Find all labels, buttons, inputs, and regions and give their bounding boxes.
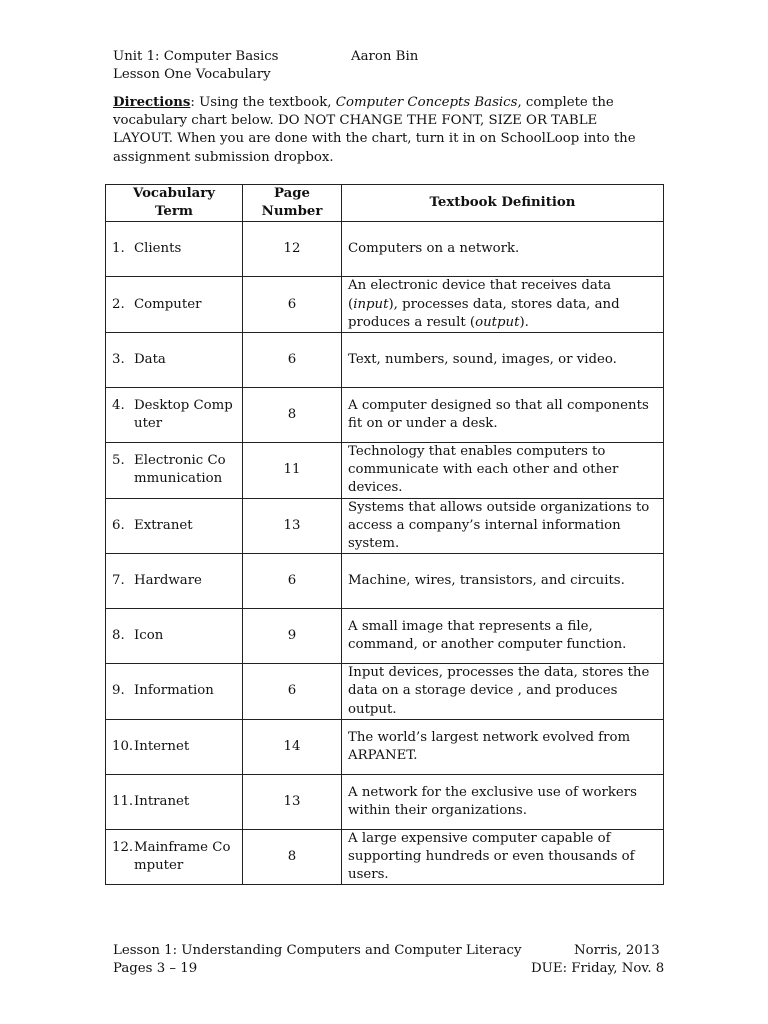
term-cell — [106, 664, 243, 720]
term-name: Clients — [134, 241, 182, 257]
definition-text: ). — [519, 314, 529, 330]
page-number-cell: 6 — [243, 277, 342, 333]
term-number: 11. — [112, 793, 134, 809]
term-cell — [106, 554, 243, 609]
vocabulary-table — [105, 184, 664, 885]
definition-text: A large expensive computer capable of supporting hundreds or even thousands of users. — [348, 830, 635, 883]
term-name: Electronic Communication — [134, 453, 226, 487]
book-title: Computer Concepts Basics — [335, 95, 518, 110]
header-textbook-definition: Textbook Definition — [342, 185, 664, 222]
definition-text: Machine, wires, transistors, and circuits. — [348, 573, 625, 589]
term-name: Internet — [134, 738, 190, 754]
header-vocabulary-term: Vocabulary Term — [106, 185, 243, 222]
term-cell — [106, 443, 243, 499]
page-number-cell: 6 — [243, 664, 342, 720]
definition-text: A small image that represents a file, command, or another computer function. — [348, 619, 627, 653]
page-number-cell: 6 — [243, 554, 342, 609]
definition-emphasis: input — [353, 296, 389, 312]
definition-cell — [342, 388, 664, 443]
term-cell — [106, 719, 243, 774]
definition-emphasis: output — [475, 314, 520, 330]
table-row — [106, 222, 664, 277]
definition-text: A computer designed so that all components fit on or under a desk. — [348, 397, 649, 432]
term-number: 3. — [112, 351, 125, 367]
table-row — [106, 609, 664, 664]
page-number-cell: 6 — [243, 333, 342, 388]
term-name: Information — [134, 683, 214, 699]
definition-cell — [342, 719, 664, 774]
term-cell — [106, 609, 243, 664]
definition-text: Input devices, processes the data, stores the data on a storage device , and produces output. — [348, 665, 650, 717]
table-row — [106, 498, 664, 554]
footer-due: DUE: Friday, Nov. 8 — [531, 961, 665, 976]
table-row — [106, 554, 664, 609]
term-name: Desktop Computer — [134, 397, 233, 432]
term-name: Data — [134, 351, 166, 367]
term-number: 12. — [112, 839, 134, 855]
term-number: 1. — [112, 241, 125, 257]
term-number: 10. — [112, 738, 134, 754]
definition-cell — [342, 498, 664, 554]
term-number: 7. — [112, 573, 125, 589]
definition-cell — [342, 774, 664, 829]
definition-cell — [342, 443, 664, 499]
term-number: 5. — [112, 453, 125, 469]
table-row — [106, 664, 664, 720]
directions-label: Directions — [113, 95, 191, 110]
table-row — [106, 388, 664, 443]
term-cell — [106, 388, 243, 443]
term-cell — [106, 277, 243, 333]
definition-cell — [342, 222, 664, 277]
term-name: Intranet — [134, 793, 190, 809]
page-number-cell: 9 — [243, 609, 342, 664]
page-number-cell: 8 — [243, 829, 342, 885]
term-cell — [106, 333, 243, 388]
definition-cell — [342, 664, 664, 720]
page-number-cell: 13 — [243, 498, 342, 554]
table-row — [106, 774, 664, 829]
definition-text: Systems that allows outside organizations to access a company’s internal information system. — [348, 499, 650, 552]
page-number-cell: 12 — [243, 222, 342, 277]
definition-cell — [342, 554, 664, 609]
term-cell — [106, 498, 243, 554]
table-header-row — [106, 185, 664, 222]
definition-text: Technology that enables computers to communicate with each other and other devices. — [348, 444, 619, 496]
table-row — [106, 277, 664, 333]
table-row — [106, 719, 664, 774]
term-cell — [106, 774, 243, 829]
page-number-cell: 8 — [243, 388, 342, 443]
definition-text: Computers on a network. — [348, 241, 520, 257]
footer-author: Norris, 2013 — [574, 943, 660, 958]
page-number-cell: 11 — [243, 443, 342, 499]
footer-pages: Pages 3 – 19 — [113, 961, 198, 976]
definition-text: A network for the exclusive use of workers within their organizations. — [348, 784, 637, 818]
term-name: Mainframe Computer — [134, 839, 231, 874]
page-number-cell: 13 — [243, 774, 342, 829]
term-name: Hardware — [134, 573, 202, 589]
directions-text-before: : Using the textbook, — [190, 95, 336, 110]
table-row — [106, 829, 664, 885]
term-name: Extranet — [134, 517, 193, 533]
term-number: 9. — [112, 683, 125, 699]
term-number: 4. — [112, 397, 125, 413]
unit-title: Unit 1: Computer Basics — [113, 49, 279, 64]
definition-cell — [342, 333, 664, 388]
term-cell — [106, 829, 243, 885]
lesson-title: Lesson One Vocabulary — [113, 67, 271, 82]
definition-cell — [342, 829, 664, 885]
directions-text-after: , complete the vocabulary chart below. DO NOT CHANGE THE FONT, SIZE OR TABLE LAYOUT. When you are done with the chart, turn it in on SchoolLoop into the assignment submission dropbox. — [113, 95, 636, 165]
definition-text: ), processes data, stores data, and produces a result ( — [348, 296, 620, 330]
directions-paragraph — [113, 94, 658, 167]
page-number-cell: 14 — [243, 719, 342, 774]
term-number: 2. — [112, 296, 125, 312]
table-row — [106, 443, 664, 499]
student-name: Aaron Bin — [351, 49, 419, 64]
term-number: 6. — [112, 517, 125, 533]
header-page-number: Page Number — [243, 185, 342, 222]
term-name: Computer — [134, 296, 202, 312]
term-name: Icon — [134, 628, 164, 644]
definition-text: Text, numbers, sound, images, or video. — [348, 351, 617, 367]
definition-cell — [342, 609, 664, 664]
definition-text: An electronic device that receives data ( — [348, 278, 612, 312]
term-number: 8. — [112, 628, 125, 644]
footer-lesson: Lesson 1: Understanding Computers and Computer Literacy — [113, 943, 522, 958]
table-row — [106, 333, 664, 388]
definition-cell — [342, 277, 664, 333]
definition-text: The world’s largest network evolved from ARPANET. — [348, 729, 631, 763]
term-cell — [106, 222, 243, 277]
